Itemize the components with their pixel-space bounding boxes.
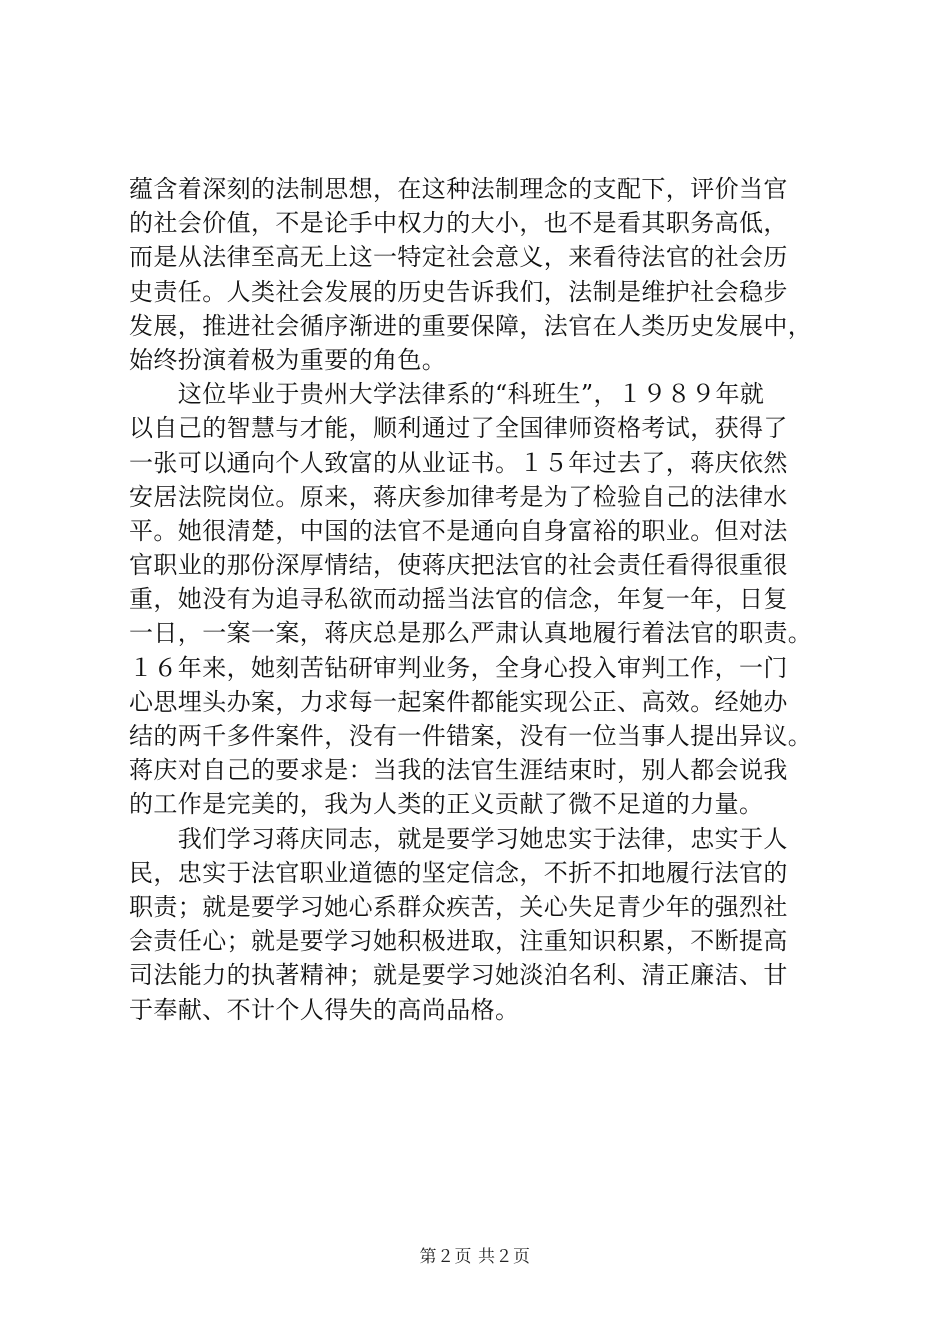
text-line: 职责；就是要学习她心系群众疾苦，关心失足青少年的强烈社 xyxy=(129,892,788,921)
text-line: 我们学习蒋庆同志，就是要学习她忠实于法律，忠实于人 xyxy=(129,824,788,853)
text-line: 司法能力的执著精神；就是要学习她淡泊名利、清正廉洁、甘 xyxy=(129,961,788,990)
text-line: 安居法院岗位。原来，蒋庆参加律考是为了检验自己的法律水 xyxy=(129,482,788,511)
text-line: 的社会价值，不是论手中权力的大小，也不是看其职务高低， xyxy=(129,209,788,238)
text-line: 史责任。人类社会发展的历史告诉我们，法制是维护社会稳步 xyxy=(129,277,788,306)
text-line: 以自己的智慧与才能，顺利通过了全国律师资格考试，获得了 xyxy=(129,414,788,443)
text-line: 于奉献、不计个人得失的高尚品格。 xyxy=(129,995,520,1024)
text-line: 心思埋头办案，力求每一起案件都能实现公正、高效。经她办 xyxy=(129,687,788,716)
text-line: 一张可以通向个人致富的从业证书。１５年过去了，蒋庆依然 xyxy=(129,448,788,477)
text-line: 蒋庆对自己的要求是：当我的法官生涯结束时，别人都会说我 xyxy=(129,756,788,785)
text-line: 一日，一案一案，蒋庆总是那么严肃认真地履行着法官的职责。 xyxy=(129,619,813,648)
text-line: 这位毕业于贵州大学法律系的“科班生”，１９８９年就 xyxy=(129,380,765,409)
text-line: １６年来，她刻苦钻研审判业务，全身心投入审判工作，一门 xyxy=(129,653,788,682)
text-line: 发展，推进社会循序渐进的重要保障，法官在人类历史发展中， xyxy=(129,311,813,340)
text-line: 的工作是完美的，我为人类的正义贡献了微不足道的力量。 xyxy=(129,790,764,819)
text-line: 蕴含着深刻的法制思想，在这种法制理念的支配下，评价当官 xyxy=(129,175,788,203)
text-line: 而是从法律至高无上这一特定社会意义，来看待法官的社会历 xyxy=(129,243,788,272)
page-number-footer: 第２页 共２页 xyxy=(419,1247,531,1267)
text-line: 平。她很清楚，中国的法官不是通向自身富裕的职业。但对法 xyxy=(129,516,788,545)
text-line: 民，忠实于法官职业道德的坚定信念，不折不扣地履行法官的 xyxy=(129,858,788,887)
body-text xyxy=(129,172,839,1027)
text-line: 结的两千多件案件，没有一件错案，没有一位当事人提出异议。 xyxy=(129,722,813,750)
text-line: 会责任心；就是要学习她积极进取，注重知识积累，不断提高 xyxy=(129,927,788,956)
text-line: 重，她没有为追寻私欲而动摇当法官的信念，年复一年，日复 xyxy=(129,585,788,614)
text-line: 官职业的那份深厚情结，使蒋庆把法官的社会责任看得很重很 xyxy=(129,551,788,580)
text-line: 始终扮演着极为重要的角色。 xyxy=(129,345,447,374)
